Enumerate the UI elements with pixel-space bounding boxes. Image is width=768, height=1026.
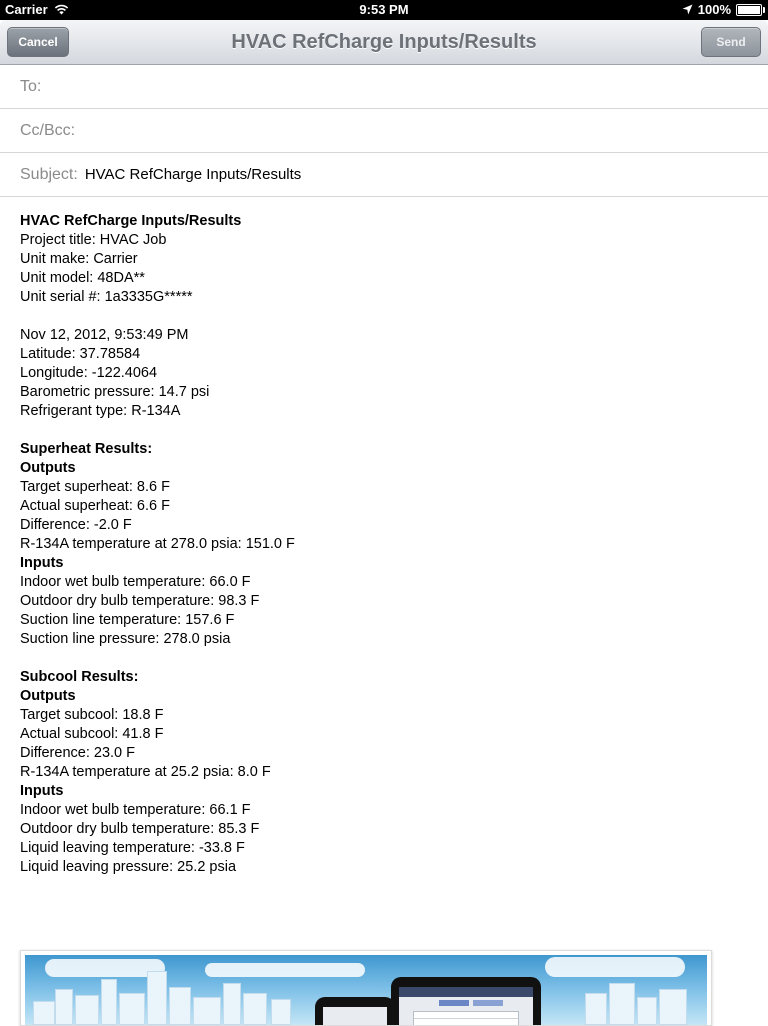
body-line: Outdoor dry bulb temperature: 98.3 F xyxy=(20,593,260,609)
body-line: Actual subcool: 41.8 F xyxy=(20,726,164,742)
body-line: Inputs xyxy=(20,783,64,799)
body-line: Target superheat: 8.6 F xyxy=(20,479,170,495)
body-line: Subcool Results: xyxy=(20,669,139,685)
battery-fill xyxy=(738,6,760,14)
to-field[interactable] xyxy=(0,65,768,109)
body-line: R-134A temperature at 25.2 psia: 8.0 F xyxy=(20,764,271,780)
body-line: Unit model: 48DA** xyxy=(20,270,145,286)
body-line: Suction line temperature: 157.6 F xyxy=(20,612,235,628)
body-line: HVAC RefCharge Inputs/Results xyxy=(20,213,242,229)
body-spacer xyxy=(20,421,748,440)
body-spacer xyxy=(20,649,748,668)
cc-bcc-label: Cc/Bcc: xyxy=(20,121,76,139)
body-line: Difference: -2.0 F xyxy=(20,517,132,533)
cc-bcc-field[interactable] xyxy=(0,109,768,153)
body-line: Barometric pressure: 14.7 psi xyxy=(20,384,210,400)
body-line: R-134A temperature at 278.0 psia: 151.0 F xyxy=(20,536,295,552)
body-line: Unit serial #: 1a3335G***** xyxy=(20,289,193,305)
body-line: Liquid leaving temperature: -33.8 F xyxy=(20,840,245,856)
body-line: Project title: HVAC Job xyxy=(20,232,167,248)
body-line: Nov 12, 2012, 9:53:49 PM xyxy=(20,327,189,343)
body-line: Indoor wet bulb temperature: 66.1 F xyxy=(20,802,251,818)
body-line: Suction line pressure: 278.0 psia xyxy=(20,631,231,647)
subject-label: Subject: xyxy=(20,165,78,183)
carrier-label: Carrier xyxy=(5,2,48,17)
ipad-illustration-back xyxy=(315,997,395,1025)
body-line: Outdoor dry bulb temperature: 85.3 F xyxy=(20,821,260,837)
body-line: Actual superheat: 6.6 F xyxy=(20,498,170,514)
subject-field[interactable] xyxy=(0,153,768,197)
body-line: Latitude: 37.78584 xyxy=(20,346,141,362)
status-right xyxy=(682,2,762,17)
body-line: Unit make: Carrier xyxy=(20,251,138,267)
battery-percent: 100% xyxy=(697,2,731,17)
body-line: Outputs xyxy=(20,460,76,476)
promo-image xyxy=(20,950,712,1026)
body-line: Indoor wet bulb temperature: 66.0 F xyxy=(20,574,251,590)
to-label: To: xyxy=(20,77,42,95)
body-line: Longitude: -122.4064 xyxy=(20,365,158,381)
body-line: Difference: 23.0 F xyxy=(20,745,135,761)
body-line: Liquid leaving pressure: 25.2 psia xyxy=(20,859,237,875)
body-line: Superheat Results: xyxy=(20,441,153,457)
body-line: Refrigerant type: R-134A xyxy=(20,403,181,419)
status-bar xyxy=(0,0,768,20)
location-arrow-icon xyxy=(682,4,693,15)
body-line: Inputs xyxy=(20,555,64,571)
send-button[interactable]: Send xyxy=(701,27,761,57)
body-line: Target subcool: 18.8 F xyxy=(20,707,164,723)
cancel-button[interactable]: Cancel xyxy=(7,27,69,57)
message-body[interactable] xyxy=(20,212,748,877)
status-time: 9:53 PM xyxy=(359,2,409,17)
body-spacer xyxy=(20,307,748,326)
compose-title: HVAC RefCharge Inputs/Results xyxy=(231,31,537,53)
promo-skyline xyxy=(25,955,707,1025)
body-line: Outputs xyxy=(20,688,76,704)
battery-icon xyxy=(736,4,762,16)
ipad-illustration-front xyxy=(391,977,541,1025)
subject-value[interactable]: HVAC RefCharge Inputs/Results xyxy=(84,166,302,183)
compose-nav-bar xyxy=(0,20,768,65)
